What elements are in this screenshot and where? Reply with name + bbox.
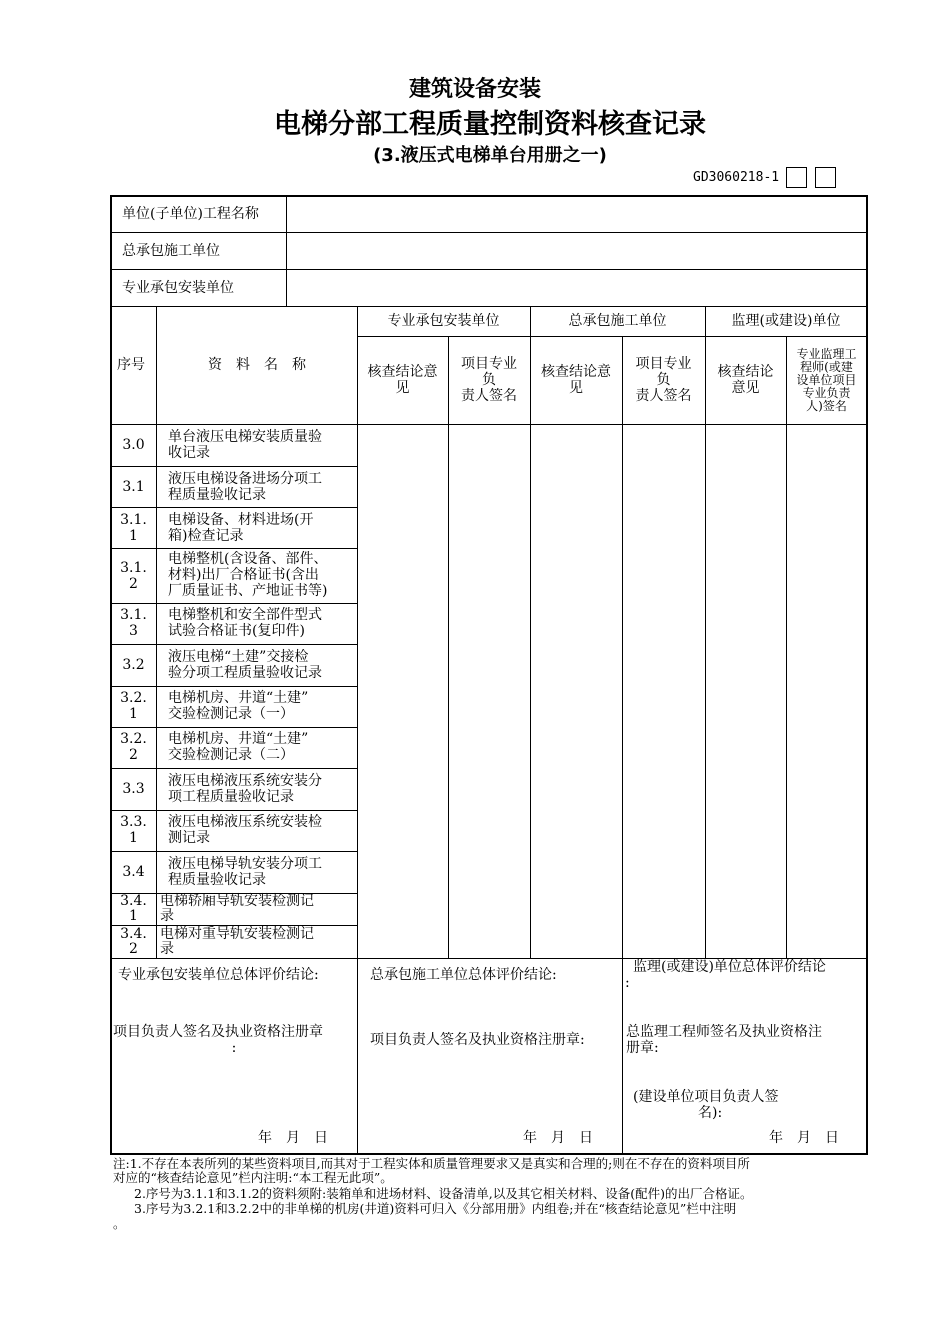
- note-3: 3.序号为3.2.1和3.2.2中的非单梯的机房(井道)资料可归入《分部用册》内组卷;并在“核查结论意见”栏中注明: [134, 1201, 737, 1216]
- item-seq-l2: 1: [129, 528, 138, 544]
- page-title: 电梯分部工程质量控制资料核查记录: [274, 109, 706, 140]
- item-name-l2: 测记录: [168, 830, 210, 846]
- col-check-opinion-c-l1: 核查结论: [717, 364, 774, 380]
- col-supervisor-sign-l1: 专业监理工: [796, 347, 857, 361]
- item-name-l1: 液压电梯液压系统安装分: [168, 773, 322, 789]
- col-check-opinion-a-l1: 核查结论意: [367, 364, 438, 380]
- item-name-l2: 试验合格证书(复印件): [168, 623, 305, 639]
- sign-supervision-l1: 总监理工程师签名及执业资格注: [626, 1024, 822, 1040]
- item-name-l2: 录: [160, 941, 174, 957]
- code-box-2[interactable]: [815, 167, 836, 188]
- item-seq-l2: 1: [129, 706, 138, 722]
- item-name-l1: 电梯机房、井道“土建”: [168, 690, 309, 706]
- col-group-supervision: 监理(或建设)单位: [731, 313, 841, 329]
- item-name-l1: 电梯整机(含设备、部件、: [168, 551, 328, 567]
- item-seq-l2: 2: [129, 747, 138, 763]
- item-seq: 3.1: [122, 479, 145, 495]
- col-supervisor-sign-l2: 程师(或建: [800, 360, 853, 374]
- item-name-l2: 交验检测记录（一）: [168, 706, 294, 722]
- col-project-sign-a-l2: 负: [482, 372, 496, 388]
- item-seq-l1: 3.2.: [120, 690, 147, 706]
- code-box-1[interactable]: [786, 167, 807, 188]
- eval-specialist: 专业承包安装单位总体评价结论:: [118, 967, 319, 983]
- eval-supervision-l2: :: [625, 975, 630, 991]
- item-seq-l2: 3: [129, 623, 138, 639]
- eval-general: 总承包施工单位总体评价结论:: [370, 967, 557, 983]
- item-seq-l2: 2: [129, 941, 138, 957]
- item-name-l2: 项工程质量验收记录: [168, 789, 294, 805]
- col-seq: 序号: [117, 357, 145, 373]
- item-name-l1: 液压电梯设备进场分项工: [168, 471, 322, 487]
- item-name-l3: 厂质量证书、产地证书等): [168, 583, 328, 599]
- item-seq: 3.4: [122, 864, 145, 880]
- col-check-opinion-a-l2: 见: [395, 380, 410, 396]
- item-name-l1: 电梯整机和安全部件型式: [168, 607, 322, 623]
- item-name-l2: 材料)出厂合格证书(含出: [168, 567, 319, 583]
- eval-supervision-l1: 监理(或建设)单位总体评价结论: [633, 959, 826, 975]
- item-name-l2: 程质量验收记录: [168, 487, 266, 503]
- info-label-specialist-contractor: 专业承包安装单位: [122, 280, 234, 296]
- item-name-l1: 液压电梯液压系统安装检: [168, 814, 322, 830]
- note-1: 注:1.不存在本表所列的某些资料项目,而其对于工程实体和质量管理要求又是真实和合理的;则在不存在的资料项目所: [113, 1156, 750, 1171]
- item-name-l1: 电梯设备、材料进场(开: [168, 512, 314, 528]
- form-code: GD3060218-1: [693, 170, 780, 185]
- col-project-sign-a-l1: 项目专业: [461, 356, 517, 372]
- item-seq-l1: 3.2.: [120, 731, 147, 747]
- col-check-opinion-c-l2: 意见: [731, 380, 760, 396]
- item-seq-l2: 1: [129, 830, 138, 846]
- col-supervisor-sign-l4: 专业负责: [802, 386, 851, 400]
- item-seq-l1: 3.1.: [120, 607, 147, 623]
- col-project-sign-b-l1: 项目专业: [635, 356, 692, 372]
- sign-specialist-l2: :: [231, 1040, 237, 1056]
- item-seq-l1: 3.4.: [120, 893, 147, 909]
- item-name-l1: 电梯轿厢导轨安装检测记: [160, 893, 314, 909]
- note-3-cont: 。: [113, 1216, 126, 1231]
- sign-supervision-l2: 册章:: [626, 1040, 659, 1056]
- col-name: 资 料 名 称: [208, 357, 306, 373]
- item-name-l1: 液压电梯导轨安装分项工: [168, 856, 322, 872]
- info-label-general-contractor: 总承包施工单位: [122, 243, 220, 259]
- sign-builder-l1: (建设单位项目负责人签: [633, 1089, 779, 1105]
- col-project-sign-a-l3: 责人签名: [461, 388, 517, 404]
- col-check-opinion-b-l2: 见: [569, 380, 583, 396]
- item-name-l2: 箱)检查记录: [168, 528, 244, 544]
- item-name-l2: 程质量验收记录: [168, 872, 266, 888]
- subtitle: (3.液压式电梯单台用册之一): [373, 145, 607, 166]
- item-seq: 3.2: [122, 657, 145, 673]
- col-group-specialist: 专业承包安装单位: [387, 313, 500, 329]
- item-name-l2: 收记录: [168, 445, 210, 461]
- col-supervisor-sign-l5: 人)签名: [806, 399, 847, 413]
- sign-builder-l2: 名):: [698, 1105, 723, 1121]
- item-name-l1: 电梯对重导轨安装检测记: [160, 926, 314, 942]
- item-seq-l1: 3.4.: [120, 926, 147, 942]
- col-group-general: 总承包施工单位: [568, 313, 667, 329]
- date-general: 年 月 日: [523, 1130, 593, 1146]
- date-specialist: 年 月 日: [258, 1130, 328, 1146]
- item-name-l1: 电梯机房、井道“土建”: [168, 731, 309, 747]
- item-seq-l1: 3.3.: [120, 814, 147, 830]
- col-supervisor-sign-l3: 设单位项目: [796, 373, 857, 387]
- item-seq-l1: 3.1.: [120, 560, 147, 576]
- item-seq-l2: 1: [129, 908, 138, 924]
- item-name-l2: 验分项工程质量验收记录: [168, 665, 322, 681]
- item-seq-l2: 2: [129, 576, 138, 592]
- col-project-sign-b-l3: 责人签名: [635, 388, 692, 404]
- item-seq: 3.3: [122, 781, 145, 797]
- item-name-l1: 液压电梯“土建”交接检: [168, 649, 309, 665]
- col-project-sign-b-l2: 负: [656, 372, 671, 388]
- info-label-project: 单位(子单位)工程名称: [122, 206, 259, 222]
- item-seq-l1: 3.1.: [120, 512, 147, 528]
- item-seq: 3.0: [122, 437, 145, 453]
- date-supervision: 年 月 日: [769, 1130, 839, 1146]
- item-name-l1: 单台液压电梯安装质量验: [168, 429, 322, 445]
- title-line-1: 建筑设备安装: [408, 77, 541, 102]
- note-1-cont: 对应的“核查结论意见”栏内注明:“本工程无此项”。: [113, 1170, 393, 1185]
- item-name-l2: 交验检测记录（二）: [168, 747, 294, 763]
- note-2: 2.序号为3.1.1和3.1.2的资料须附:装箱单和进场材料、设备清单,以及其它相关材料、设备(配件)的出厂合格证。: [134, 1186, 753, 1201]
- sign-specialist-l1: 项目负责人签名及执业资格注册章: [113, 1024, 323, 1040]
- sign-general: 项目负责人签名及执业资格注册章:: [370, 1032, 585, 1048]
- item-name-l2: 录: [160, 908, 174, 924]
- col-check-opinion-b-l1: 核查结论意: [541, 364, 611, 380]
